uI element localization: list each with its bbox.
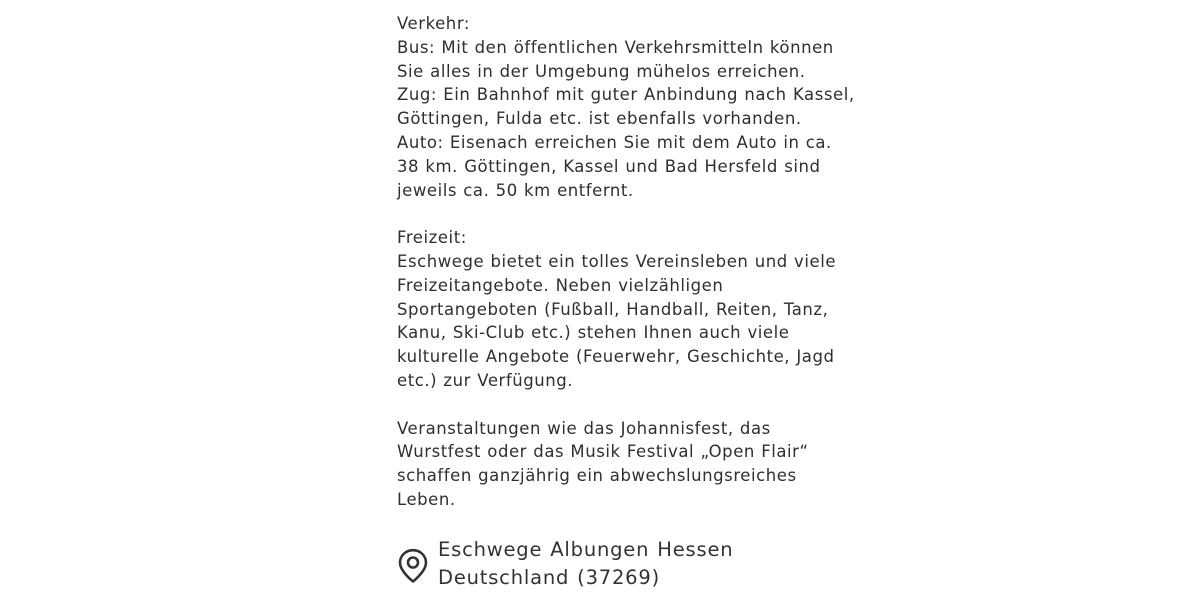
location-line-1: Eschwege Albungen Hessen [438,538,734,561]
text-line: 38 km. Göttingen, Kassel und Bad Hersfeld sind [397,156,821,176]
description-content [397,12,855,512]
text-line: Bus: Mit den öffentlichen Verkehrsmitteln können [397,37,834,57]
map-pin-icon [397,548,429,584]
text-line: schaffen ganzjährig ein abwechslungsreiches [397,466,797,486]
text-line: Auto: Eisenach erreichen Sie mit dem Auto in ca. [397,132,832,152]
text-line: Kanu, Ski-Club etc.) stehen Ihnen auch viele [397,323,790,343]
traffic-heading: Verkehr: [397,14,470,33]
location-address [438,536,733,591]
text-line: Göttingen, Fulda etc. ist ebenfalls vorhanden. [397,109,802,129]
leisure-heading: Freizeit: [397,228,467,248]
text-line: Freizeitangebote. Neben vielzähligen [397,275,724,295]
text-line: Sie alles in der Umgebung mühelos erreichen. [397,61,806,81]
events-section [397,417,809,512]
text-line: etc.) zur Verfügung. [397,370,574,390]
text-line: Zug: Ein Bahnhof mit guter Anbindung nach Kassel, [397,85,855,105]
location-block [397,536,797,596]
text-line: Veranstaltungen wie das Johannisfest, das [397,418,771,438]
paragraph-gap [397,202,787,226]
text-line: Eschwege bietet ein tolles Vereinsleben und viele [397,251,837,271]
text-line: Wurstfest oder das Musik Festival „Open Flair“ [397,442,809,462]
text-line: Leben. [397,489,456,509]
paragraph-gap [397,393,787,417]
text-line: Sportangeboten (Fußball, Handball, Reiten, Tanz, [397,299,829,319]
text-line: kulturelle Angebote (Feuerwehr, Geschichte, Jagd [397,347,835,367]
leisure-section [397,226,837,393]
text-line: jeweils ca. 50 km entfernt. [397,180,634,200]
traffic-section [397,12,855,202]
location-line-2: Deutschland (37269) [438,565,661,589]
